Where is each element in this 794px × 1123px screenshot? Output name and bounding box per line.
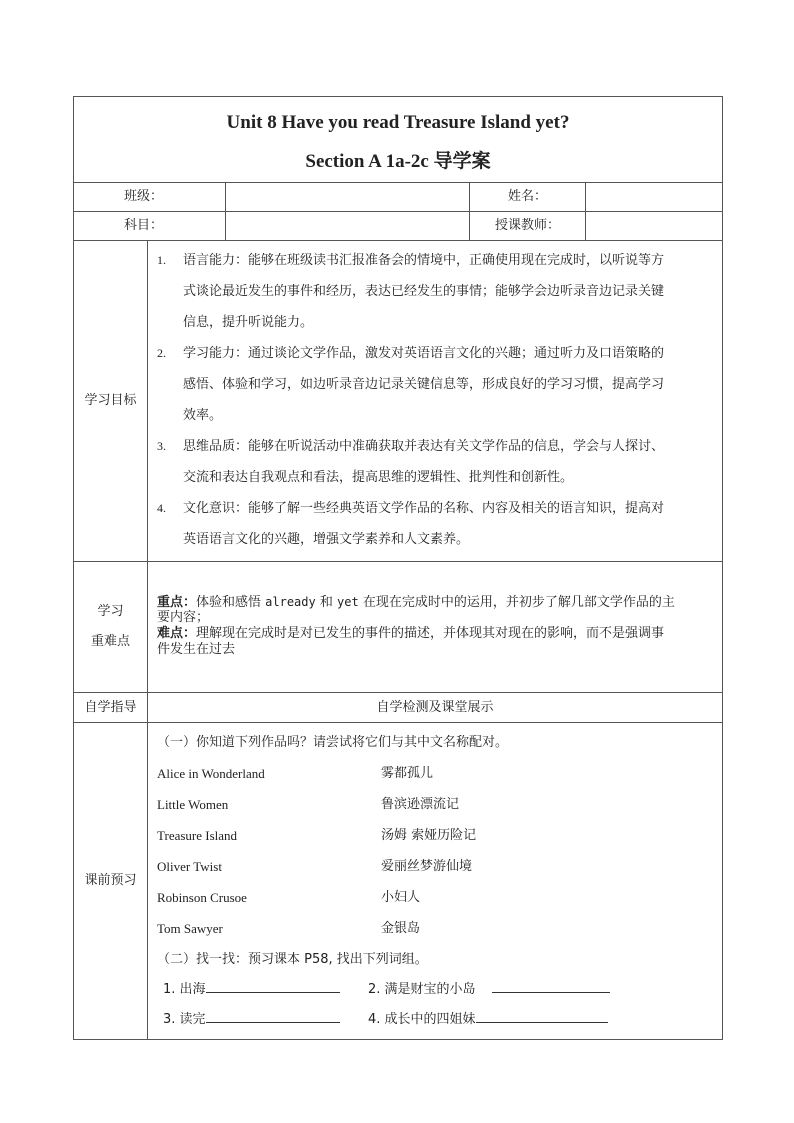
objectives-cell: [148, 241, 723, 562]
objective-line: [157, 524, 710, 555]
worksheet-subtitle: Section A 1a-2c 导学案: [305, 150, 491, 172]
phrase-number: 4.: [368, 1012, 381, 1027]
english-title: Robinson Crusoe: [157, 890, 247, 905]
guide-right-label: 自学检测及课堂展示: [148, 693, 723, 723]
difficulty-text: 理解现在完成时是对已发生的事件的描述，并体现其对现在的影响，而不是强调事: [196, 626, 665, 641]
objective-line: [157, 245, 710, 276]
phrase-number: 1.: [163, 982, 176, 997]
objective-number: [157, 369, 183, 400]
matching-pair: [157, 882, 712, 913]
objective-line: [157, 431, 710, 462]
objective-line: [157, 276, 710, 307]
focus-word-already: already: [265, 594, 316, 609]
difficulty-point: [157, 626, 712, 642]
objectives-list: [148, 241, 722, 561]
focus-label: 重点：: [157, 594, 197, 610]
objective-number: 4.: [157, 501, 166, 515]
name-label: 姓名：: [470, 183, 586, 212]
phrase-item: [157, 975, 368, 1005]
matching-pair: [157, 913, 712, 944]
english-title: Tom Sawyer: [157, 921, 223, 936]
matching-pairs: [157, 758, 712, 944]
objective-line: [157, 493, 710, 524]
chinese-title: 汤姆 索娅历险记: [381, 828, 477, 843]
difficulty-label: 难点：: [157, 626, 197, 641]
english-title: Treasure Island: [157, 828, 238, 843]
objective-line: [157, 462, 710, 493]
guide-row: [74, 693, 723, 723]
objective-number: [157, 276, 183, 307]
phrase-text: 读完: [179, 1012, 206, 1027]
english-title: Alice in Wonderland: [157, 766, 265, 781]
keypoints-cell: [148, 562, 723, 693]
preview-cell: [148, 723, 723, 1040]
focus-text-end: 要内容；: [157, 610, 210, 626]
keypoints-label-line2: 重难点: [90, 634, 130, 649]
english-title: Oliver Twist: [157, 859, 222, 874]
answer-blank[interactable]: [206, 978, 340, 993]
keypoints-label: [74, 562, 148, 693]
objective-number: 1.: [157, 253, 166, 267]
guide-left-label: 自学指导: [74, 693, 148, 723]
objective-number: [157, 307, 183, 338]
objective-line: [157, 400, 710, 431]
phrase-item: [368, 975, 610, 1005]
objective-number: 2.: [157, 346, 166, 360]
objective-text: 信息，提升听说能力。: [183, 315, 314, 330]
matching-pair: [157, 789, 712, 820]
subject-field[interactable]: [226, 212, 470, 241]
matching-pair: [157, 851, 712, 882]
phrase-number: 3.: [163, 1012, 176, 1027]
class-label: 班级：: [74, 183, 226, 212]
objective-text: 英语语言文化的兴趣，增强文学素养和人文素养。: [183, 532, 470, 547]
objective-text: 思维品质：能够在听说活动中准确获取并表达有关文学作品的信息，学会与人探讨、: [183, 439, 665, 454]
difficulty-text-end: 件发生在过去: [157, 641, 236, 657]
preview-label: 课前预习: [74, 723, 148, 1040]
preview-row: [74, 723, 723, 1040]
info-row-1: [74, 183, 723, 212]
focus-text-rest: 在现在完成时中的运用，并初步了解几部文学作品的主: [358, 594, 675, 610]
objective-number: [157, 524, 183, 555]
phrase-row-2: [157, 1005, 712, 1035]
english-title: Little Women: [157, 797, 229, 812]
answer-blank[interactable]: [206, 1008, 340, 1023]
objective-line: [157, 338, 710, 369]
phrase-item: [368, 1005, 608, 1035]
objectives-row: [74, 241, 723, 562]
phrase-text: 成长中的四姐妹: [384, 1012, 476, 1027]
part1-title: （一）你知道下列作品吗？请尝试将它们与其中文名称配对。: [157, 735, 509, 750]
objectives-label: 学习目标: [74, 241, 148, 562]
objective-text: 感悟、体验和学习，如边听录音边记录关键信息等，形成良好的学习习惯，提高学习: [183, 377, 665, 392]
focus-text-connector: 和: [315, 594, 337, 610]
keypoints-row: [74, 562, 723, 693]
objective-line: [157, 307, 710, 338]
objective-number: 3.: [157, 439, 166, 453]
chinese-title: 雾都孤儿: [381, 766, 434, 781]
keypoints-label-line1: 学习: [97, 604, 124, 619]
class-field[interactable]: [226, 183, 470, 212]
objective-text: 式谈论最近发生的事件和经历，表达已经发生的事情；能够学会边听录音边记录关键: [183, 284, 665, 299]
info-row-2: [74, 212, 723, 241]
answer-blank[interactable]: [476, 1008, 608, 1023]
teacher-label: 授课教师：: [470, 212, 586, 241]
subject-label: 科目：: [74, 212, 226, 241]
chinese-title: 金银岛: [381, 921, 421, 936]
phrase-number: 2.: [368, 982, 381, 997]
focus-point: [157, 595, 712, 611]
name-field[interactable]: [586, 183, 723, 212]
part2-title: （二）找一找：预习课本 P58, 找出下列词组。: [157, 952, 428, 967]
phrase-text: 出海: [179, 982, 206, 997]
chinese-title: 小妇人: [381, 890, 421, 905]
matching-pair: [157, 758, 712, 789]
objective-text: 语言能力：能够在班级读书汇报准备会的情境中，正确使用现在完成时，以听说等方: [183, 253, 665, 268]
objective-number: [157, 400, 183, 431]
phrase-text: 满是财宝的小岛: [384, 982, 476, 997]
focus-text: 体验和感悟: [196, 594, 266, 610]
title-row: [74, 97, 723, 183]
chinese-title: 鲁滨逊漂流记: [381, 797, 460, 812]
objective-text: 文化意识：能够了解一些经典英语文学作品的名称、内容及相关的语言知识，提高对: [183, 501, 665, 516]
chinese-title: 爱丽丝梦游仙境: [381, 859, 473, 874]
objective-text: 学习能力：通过谈论文学作品，激发对英语语言文化的兴趣；通过听力及口语策略的: [183, 346, 665, 361]
objective-text: 效率。: [183, 408, 223, 423]
answer-blank[interactable]: [492, 978, 610, 993]
phrase-item: [157, 1005, 368, 1035]
focus-word-yet: yet: [337, 594, 359, 609]
title-cell: [74, 97, 723, 183]
phrase-row-1: [157, 975, 712, 1005]
worksheet-table: [73, 96, 723, 1040]
matching-pair: [157, 820, 712, 851]
worksheet-title: Unit 8 Have you read Treasure Island yet?: [226, 111, 570, 133]
objective-line: [157, 369, 710, 400]
objective-text: 交流和表达自我观点和看法，提高思维的逻辑性、批判性和创新性。: [183, 470, 574, 485]
teacher-field[interactable]: [586, 212, 723, 241]
objective-number: [157, 462, 183, 493]
